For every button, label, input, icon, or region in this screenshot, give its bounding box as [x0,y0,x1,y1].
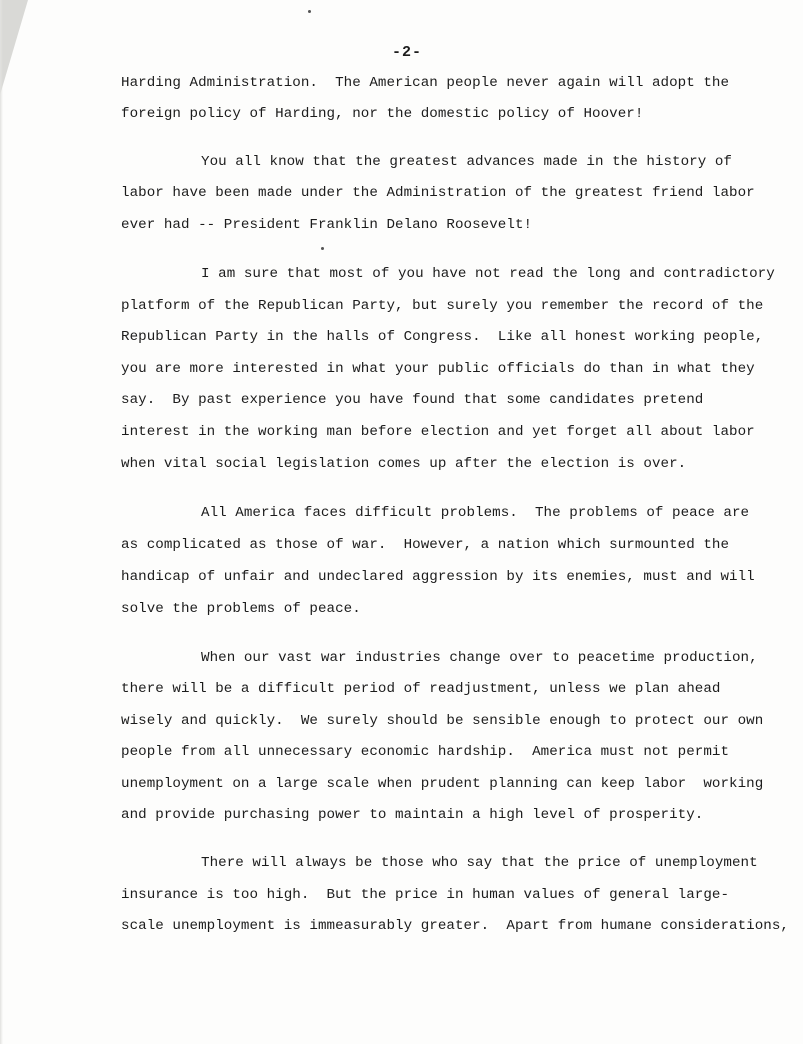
text-line: wisely and quickly. We surely should be sensible enough to protect our own [121,713,764,729]
text-line: insurance is too high. But the price in human values of general large- [121,887,730,903]
text-line: unemployment on a large scale when prudent planning can keep labor working [121,776,764,792]
text-line: you are more interested in what your public officials do than in what they [121,361,755,377]
text-line: as complicated as those of war. However, a nation which surmounted the [121,537,730,553]
text-line: Harding Administration. The American people never again will adopt the [121,75,730,91]
page-edge [0,0,3,1044]
text-line: solve the problems of peace. [121,601,361,617]
text-line: When our vast war industries change over to peacetime production, [201,650,758,666]
text-line: foreign policy of Harding, nor the domestic policy of Hoover! [121,106,644,122]
text-line: I am sure that most of you have not read the long and contradictory [201,266,775,282]
ink-speck [321,247,324,250]
text-line: You all know that the greatest advances made in the history of [201,154,732,170]
text-line: people from all unnecessary economic hardship. America must not permit [121,744,730,760]
text-line: platform of the Republican Party, but surely you remember the record of the [121,298,764,314]
text-line: ever had -- President Franklin Delano Roosevelt! [121,217,533,233]
text-line: say. By past experience you have found that some candidates pretend [121,392,704,408]
text-line: All America faces difficult problems. The problems of peace are [201,505,750,521]
text-line: labor have been made under the Administration of the greatest friend labor [121,185,755,201]
text-line: there will be a difficult period of readjustment, unless we plan ahead [121,681,721,697]
text-line: Republican Party in the halls of Congress. Like all honest working people, [121,329,764,345]
ink-speck [308,10,311,13]
text-line: scale unemployment is immeasurably greater. Apart from humane considerations, [121,918,789,934]
text-line: There will always be those who say that the price of unemployment [201,855,758,871]
text-line: when vital social legislation comes up after the election is over. [121,456,687,472]
text-line: interest in the working man before election and yet forget all about labor [121,424,755,440]
text-line: and provide purchasing power to maintain a high level of prosperity. [121,807,704,823]
text-line: handicap of unfair and undeclared aggression by its enemies, must and will [121,569,755,585]
page-number: -2- [392,44,423,61]
page-corner-shadow [0,0,28,95]
